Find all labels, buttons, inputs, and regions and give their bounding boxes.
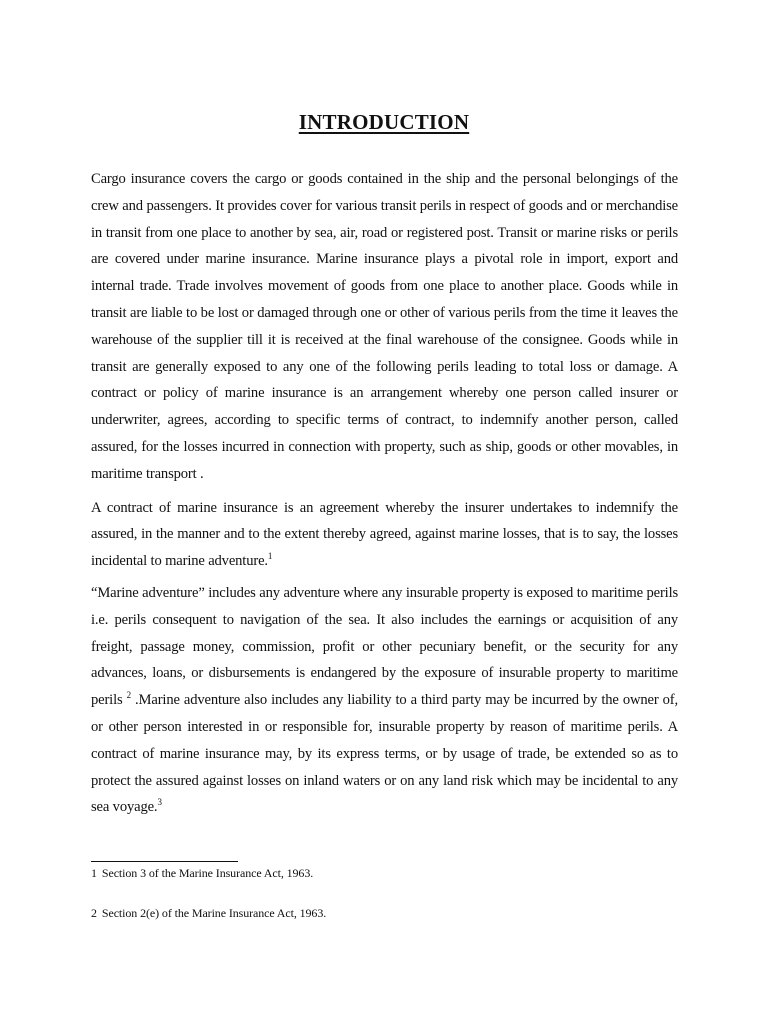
footnote-ref-1[interactable]: 1 <box>267 551 273 562</box>
body-text <box>91 166 678 821</box>
footnote-ref-3[interactable]: 3 <box>157 797 162 808</box>
paragraph-2 <box>91 495 678 575</box>
paragraph-3 <box>91 580 678 821</box>
footnote-ref-2[interactable]: 2 <box>126 690 131 701</box>
footnote-1 <box>91 865 313 881</box>
footnote-separator <box>91 861 238 862</box>
paragraph-2-text: A contract of marine insurance is an agreement whereby the insurer undertakes to indemnify the assured, in the manner and to the extent thereby agreed, against marine losses, that is to say, the losses incidental to marine adventure. <box>91 499 678 570</box>
document-title: INTRODUCTION <box>298 110 470 134</box>
footnote-1-number: 1 <box>91 866 97 880</box>
paragraph-3-text-part2: .Marine adventure also includes any liability to a third party may be incurred by the owner of, or other person interested in or responsible for, insurable property by reason of maritime perils. A contract of marine insurance may, by its express terms, or by usage of trade, be extended so as to protect the assured against losses on inland waters or on any land risk which may be incidental to any sea voyage. <box>91 692 678 816</box>
paragraph-1-text: Cargo insurance covers the cargo or goods contained in the ship and the personal belongings of the crew and passengers. It provides cover for various transit perils in respect of goods and or merchandise in transit from one place to another by sea, air, road or registered post. Transit or marine risks or perils are covered under marine insurance. Marine insurance plays a pivotal role in import, export and internal trade. Trade involves movement of goods from one place to another place. Goods while in transit are liable to be lost or damaged through one or other of various perils from the time it leaves the warehouse of the supplier till it is received at the final warehouse of the consignee. Goods while in transit are generally exposed to any one of the following perils leading to total loss or damage. A contract or policy of marine insurance is an arrangement whereby one person called insurer or underwriter, agrees, according to specific terms of contract, to indemnify another person, called assured, for the losses incurred in connection with property, such as ship, goods or other movables, in maritime transport . <box>91 171 678 482</box>
footnote-1-text: Section 3 of the Marine Insurance Act, 1963. <box>101 866 314 880</box>
paragraph-1 <box>91 166 678 488</box>
footnote-2 <box>91 905 326 921</box>
footnote-2-text: Section 2(e) of the Marine Insurance Act, 1963. <box>101 906 327 920</box>
paragraph-3-text-part1: “Marine adventure” includes any adventure where any insurable property is exposed to maritime perils i.e. perils consequent to navigation of the sea. It also includes the earnings or acquisition of any freight, passage money, commission, profit or other pecuniary benefit, or the security for any advances, loans, or disbursements is endangered by the exposure of insurable property to maritime perils <box>91 584 678 709</box>
footnote-2-number: 2 <box>91 906 97 920</box>
